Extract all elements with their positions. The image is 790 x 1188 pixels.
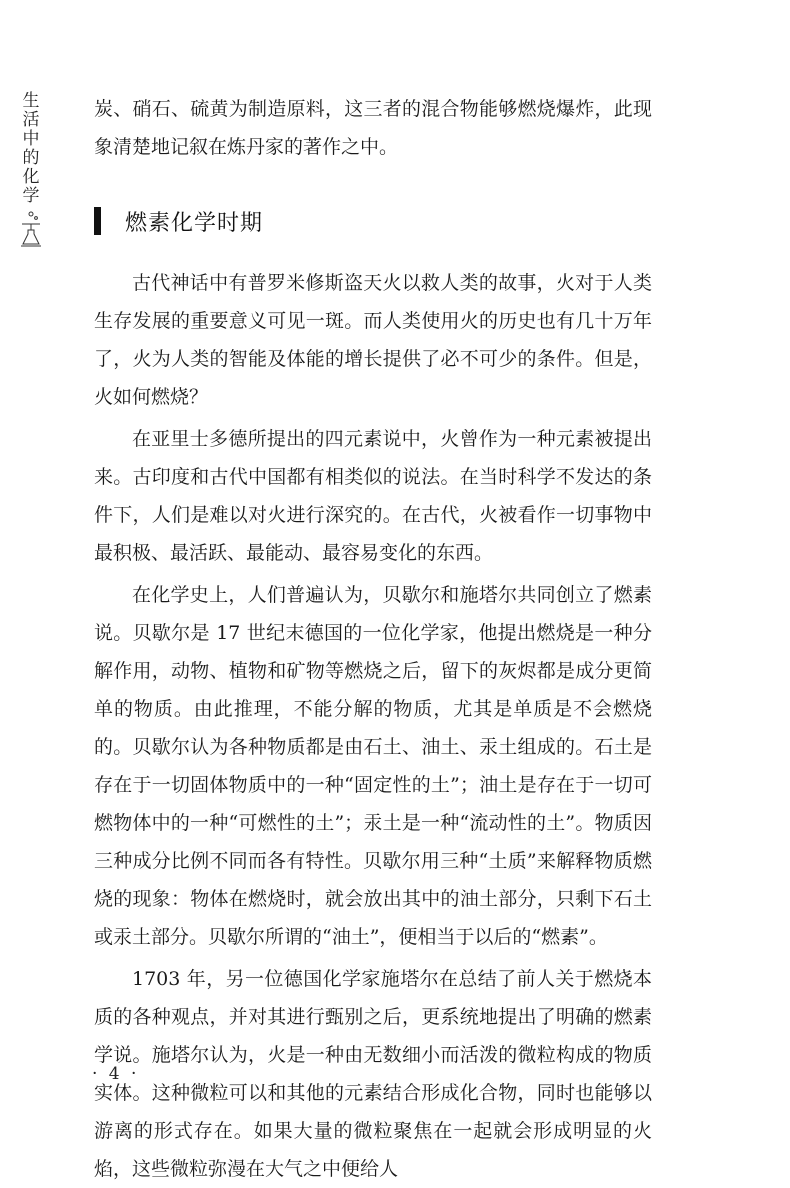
paragraph: 古代神话中有普罗米修斯盗天火以救人类的故事，火对于人类生存发展的重要意义可见一斑。而人类使用火的历史也有几十万年了，火为人类的智能及体能的增长提供了必不可少的条件。但是，火如何燃烧？ bbox=[94, 272, 652, 408]
heading-bar bbox=[94, 207, 101, 235]
running-header bbox=[18, 92, 44, 248]
paragraph: 在亚里士多德所提出的四元素说中，火曾作为一种元素被提出来。古印度和古代中国都有相类似的说法。在当时科学不发达的条件下，人们是难以对火进行深究的。在古代，火被看作一切事物中最积极、最活跃、最能动、最容易变化的东西。 bbox=[94, 428, 652, 564]
paragraph: 在化学史上，人们普遍认为，贝歇尔和施塔尔共同创立了燃素说。贝歇尔是 17 世纪末德国的一位化学家，他提出燃烧是一种分解作用，动物、植物和矿物等燃烧之后，留下的灰烬都是成分更简单的物质。由此推理，不能分解的物质，尤其是单质是不会燃烧的。贝歇尔认为各种物质都是由石土、油土、汞土组成的。石土是存在于一切固体物质中的一种“固定性的土”；油土是存在于一切可燃物体中的一种“可燃性的土”；汞土是一种“流动性的土”。物质因三种成分比例不同而各有特性。贝歇尔用三种“土质”来解释物质燃烧的现象：物体在燃烧时，就会放出其中的油土部分，只剩下石土或汞土部分。贝歇尔所谓的“油土”，便相当于以后的“燃素”。 bbox=[94, 584, 652, 948]
section-body bbox=[94, 264, 652, 1188]
page-number: · 4 · bbox=[92, 1064, 140, 1084]
section-title: 燃素化学时期 bbox=[125, 210, 264, 236]
paragraph: 1703 年，另一位德国化学家施塔尔在总结了前人关于燃烧本质的各种观点，并对其进行甄别之后，更系统地提出了明确的燃素学说。施塔尔认为，火是一种由无数细小而活泼的微粒构成的物质实体。这种微粒可以和其他的元素结合形成化合物，同时也能够以游离的形式存在。如果大量的微粒聚焦在一起就会形成明显的火焰，这些微粒弥漫在大气之中便给人 bbox=[94, 968, 652, 1180]
header-char: 活 bbox=[22, 110, 40, 130]
header-char: 生 bbox=[22, 91, 40, 111]
header-char: 的 bbox=[22, 148, 40, 168]
header-char: 学 bbox=[22, 186, 40, 206]
section-heading bbox=[94, 202, 263, 240]
header-char: 化 bbox=[22, 167, 40, 187]
paragraph-intro: 炭、硝石、硫黄为制造原料，这三者的混合物能够燃烧爆炸，此现象清楚地记叙在炼丹家的著作之中。 bbox=[94, 98, 652, 158]
lab-flask-icon bbox=[19, 210, 43, 248]
header-char: 中 bbox=[22, 129, 40, 149]
